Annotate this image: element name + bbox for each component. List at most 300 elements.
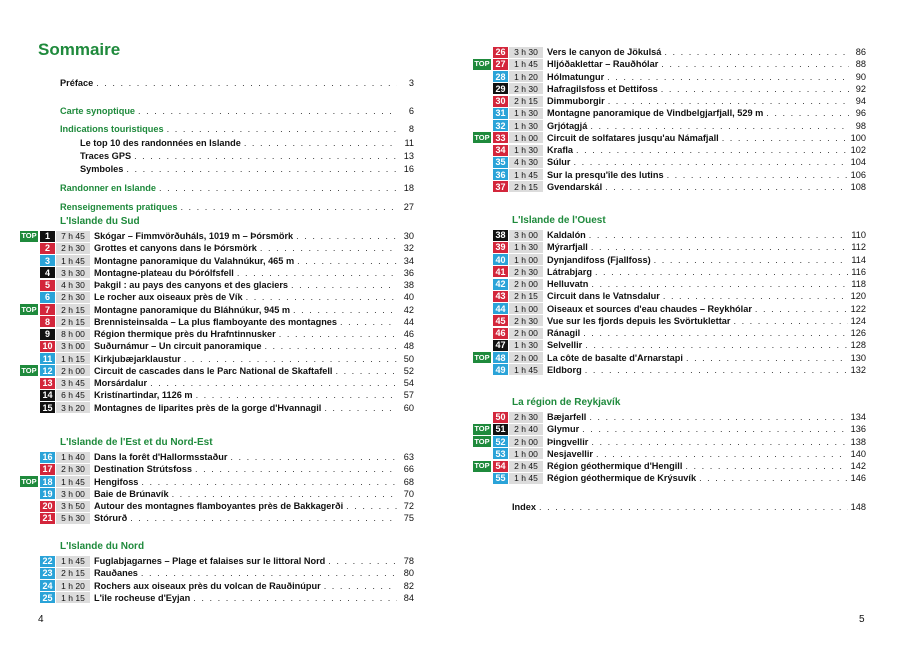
route-duration: 1 h 00 (509, 448, 543, 459)
dot-leader (244, 137, 397, 149)
toc-entry[interactable] (80, 163, 414, 175)
route-title: Krafla (547, 145, 574, 155)
route-entry[interactable] (20, 488, 414, 500)
route-entry[interactable] (20, 353, 414, 365)
route-page: 126 (850, 328, 866, 338)
dot-leader (582, 423, 847, 435)
route-title: Stórurð (94, 513, 128, 524)
route-duration: 1 h 45 (509, 364, 543, 375)
route-entry[interactable] (20, 377, 414, 389)
route-title: Hafragilsfoss et Dettifoss (547, 83, 658, 94)
route-page: 34 (403, 255, 414, 266)
route-page: 142 (850, 461, 866, 471)
route-page: 98 (855, 120, 866, 131)
route-entry[interactable] (473, 241, 866, 253)
route-duration: 1 h 15 (56, 353, 90, 364)
route-page: 68 (403, 476, 414, 487)
route-entry[interactable] (473, 352, 866, 364)
top-badge: TOP (21, 476, 37, 486)
route-number: 6 (40, 292, 55, 303)
route-title: Région géothermique d'Hengill (547, 461, 683, 471)
route-entry[interactable] (20, 592, 414, 604)
toc-label: Symboles (80, 164, 124, 174)
route-title: Sur la presqu'île des lutins (547, 169, 664, 180)
route-duration: 3 h 45 (56, 378, 90, 389)
dot-leader (150, 377, 397, 389)
dot-leader (296, 230, 397, 242)
route-entry[interactable] (473, 423, 866, 435)
dot-leader (573, 156, 847, 168)
top-badge: TOP (21, 304, 37, 314)
route-title: Grjótagjá (547, 120, 588, 131)
top-badge: TOP (474, 352, 490, 362)
route-entry[interactable] (473, 460, 866, 472)
dot-leader (664, 46, 849, 58)
route-title: Brennisteinsalda – La plus flamboyante des montagnes (94, 316, 338, 327)
route-title: Glymur (547, 424, 580, 435)
route-entry[interactable] (473, 266, 866, 278)
dot-leader (328, 555, 397, 567)
route-page: 48 (403, 341, 414, 352)
dot-leader (595, 266, 848, 278)
route-duration: 1 h 15 (56, 592, 90, 603)
route-title: Þakgil : au pays des canyons et des glaciers (94, 280, 289, 290)
dot-leader (608, 95, 849, 107)
route-duration: 6 h 45 (56, 390, 90, 401)
route-number: 55 (493, 473, 508, 484)
route-entry[interactable] (20, 451, 414, 463)
route-page: 146 (850, 473, 866, 484)
route-entry[interactable] (20, 304, 414, 316)
dot-leader (141, 476, 397, 488)
route-entry[interactable] (473, 254, 866, 266)
route-entry[interactable] (473, 229, 866, 241)
route-page: 66 (403, 464, 414, 475)
route-entry[interactable] (473, 411, 866, 423)
route-entry[interactable] (473, 339, 866, 351)
toc-page: 13 (403, 151, 414, 161)
route-number: 8 (40, 316, 55, 327)
route-title: Ránagil (547, 328, 581, 338)
route-title: Vue sur les fjords depuis les Svörtuklettar (547, 315, 731, 326)
dot-leader (585, 364, 848, 376)
route-title: Grottes et canyons dans le Þórsmörk (94, 243, 257, 254)
route-duration: 1 h 45 (56, 255, 90, 266)
route-entry[interactable] (20, 402, 414, 414)
route-title: Rochers aux oiseaux près du volcan de Rauðinúpur (94, 580, 321, 591)
route-page: 42 (403, 304, 414, 315)
route-title: Dimmuborgir (547, 96, 605, 106)
route-title: Circuit de solfatares jusqu'au Námafjall (547, 132, 719, 143)
dot-leader (279, 328, 397, 340)
route-number: 47 (493, 340, 508, 351)
dot-leader (733, 315, 847, 327)
dot-leader (134, 150, 397, 162)
dot-leader (324, 402, 397, 414)
dot-leader (590, 120, 849, 132)
toc-entry[interactable] (60, 201, 414, 213)
route-title: Région géothermique de Krýsuvík (547, 473, 697, 484)
dot-leader (291, 279, 397, 291)
route-entry[interactable] (473, 327, 866, 339)
route-entry[interactable] (473, 315, 866, 327)
route-entry[interactable] (473, 107, 866, 119)
route-title: Vers le canyon de Jökulsá (547, 47, 662, 57)
dot-leader (346, 500, 397, 512)
route-number: 1 (40, 231, 55, 242)
index-label: Index (512, 502, 536, 512)
route-duration: 2 h 00 (509, 279, 543, 290)
route-entry[interactable] (473, 132, 866, 144)
route-page: 75 (403, 513, 414, 524)
route-number: 46 (493, 328, 508, 339)
route-title: Baie de Brúnavík (94, 488, 169, 499)
route-duration: 2 h 15 (56, 304, 90, 315)
route-entry[interactable] (473, 290, 866, 302)
dot-leader (335, 365, 397, 377)
route-page: 52 (403, 365, 414, 376)
dot-leader (661, 58, 849, 70)
route-number: 2 (40, 243, 55, 254)
route-title: Gvendarskál (547, 181, 603, 192)
region-heading: L'Islande du Sud (60, 216, 140, 227)
page-number-right: 5 (859, 614, 865, 625)
route-title: Dynjandifoss (Fjallfoss) (547, 254, 651, 265)
index-entry[interactable] (512, 501, 866, 513)
route-page: 54 (403, 378, 414, 388)
route-number: 4 (40, 267, 55, 278)
route-number: 9 (40, 329, 55, 340)
route-duration: 2 h 15 (509, 181, 543, 192)
route-duration: 1 h 30 (509, 120, 543, 131)
route-duration: 4 h 30 (509, 157, 543, 168)
route-title: Montagne panoramique de Vindbelgjarfjall, 529 m (547, 108, 764, 119)
dot-leader (167, 123, 397, 135)
route-duration: 1 h 30 (509, 242, 543, 253)
dot-leader (667, 169, 848, 181)
route-number: 35 (493, 157, 508, 168)
route-number: 15 (40, 402, 55, 413)
route-entry[interactable] (20, 389, 414, 401)
route-page: 50 (403, 353, 414, 364)
route-duration: 3 h 30 (56, 267, 90, 278)
route-number: 25 (40, 592, 55, 603)
route-entry[interactable] (473, 144, 866, 156)
route-title: Le rocher aux oiseaux près de Vík (94, 292, 243, 303)
route-page: 102 (850, 145, 866, 155)
route-entry[interactable] (20, 555, 414, 567)
top-badge: TOP (474, 436, 490, 446)
toc-page: 18 (403, 183, 414, 193)
title: Sommaire (38, 40, 121, 59)
route-duration: 1 h 00 (509, 303, 543, 314)
dot-leader (699, 472, 848, 484)
toc-entry[interactable] (60, 182, 414, 194)
route-duration: 1 h 30 (509, 340, 543, 351)
route-duration: 3 h 00 (56, 488, 90, 499)
route-title: Bæjarfell (547, 412, 587, 422)
toc-entry[interactable] (60, 77, 414, 89)
toc-label: Carte synoptique (60, 106, 136, 116)
route-duration: 2 h 00 (509, 436, 543, 447)
route-duration: 3 h 00 (509, 230, 543, 241)
route-page: 100 (850, 132, 866, 143)
dot-leader (591, 278, 848, 290)
route-entry[interactable] (473, 181, 866, 193)
route-title: Þingvellir (547, 436, 589, 447)
route-duration: 1 h 00 (509, 132, 543, 143)
route-page: 104 (850, 157, 866, 168)
route-entry[interactable] (473, 120, 866, 132)
route-number: 39 (493, 242, 508, 253)
top-badge: TOP (474, 461, 490, 470)
route-title: Oiseaux et sources d'eau chaudes – Reykhólar (547, 303, 752, 314)
route-entry[interactable] (20, 500, 414, 512)
route-number: 38 (493, 230, 508, 241)
dot-leader (130, 512, 397, 524)
dot-leader (180, 201, 397, 213)
dot-leader (766, 107, 849, 119)
top-badge: TOP (21, 365, 37, 375)
route-duration: 2 h 00 (56, 365, 90, 376)
route-page: 130 (850, 352, 866, 363)
dot-leader (246, 291, 397, 303)
toc-entry[interactable] (60, 123, 414, 135)
route-entry[interactable] (20, 291, 414, 303)
route-title: Suðurnámur – Un circuit panoramique (94, 341, 262, 352)
toc-label: Préface (60, 78, 94, 88)
route-title: La côte de basalte d'Arnarstapi (547, 352, 683, 363)
route-page: 70 (403, 488, 414, 499)
route-number: 20 (40, 501, 55, 512)
route-number: 7 (40, 304, 55, 315)
route-entry[interactable] (473, 436, 866, 448)
dot-leader (722, 132, 848, 144)
route-entry[interactable] (473, 278, 866, 290)
route-title: Kirkjubæjarklaustur (94, 353, 181, 364)
route-entry[interactable] (473, 156, 866, 168)
dot-leader (195, 463, 397, 475)
dot-leader (293, 304, 397, 316)
route-page: 86 (855, 47, 866, 57)
route-number: 51 (493, 424, 508, 435)
dot-leader (193, 592, 397, 604)
route-number: 5 (40, 280, 55, 291)
route-number: 41 (493, 266, 508, 277)
route-page: 57 (403, 390, 414, 401)
region-heading: La région de Reykjavík (512, 397, 621, 408)
route-entry[interactable] (473, 71, 866, 83)
route-title: Súlur (547, 157, 571, 168)
route-number: 29 (493, 83, 508, 94)
route-entry[interactable] (473, 472, 866, 484)
toc-page: 16 (403, 164, 414, 174)
route-duration: 1 h 45 (509, 59, 543, 70)
route-page: 78 (403, 556, 414, 566)
route-page: 36 (403, 267, 414, 278)
route-entry[interactable] (473, 448, 866, 460)
dot-leader (663, 290, 848, 302)
route-page: 106 (850, 169, 866, 180)
dot-leader (264, 340, 397, 352)
route-title: Kaldalón (547, 230, 586, 240)
route-entry[interactable] (473, 364, 866, 376)
route-duration: 2 h 00 (509, 328, 543, 339)
route-page: 32 (403, 243, 414, 254)
route-number: 21 (40, 513, 55, 524)
route-entry[interactable] (20, 512, 414, 524)
route-title: Destination Strútsfoss (94, 464, 193, 475)
dot-leader (685, 460, 847, 472)
toc-page: 27 (403, 202, 414, 212)
toc-page: 3 (408, 78, 414, 88)
dot-leader (126, 163, 397, 175)
route-title: Montagne panoramique du Valahnúkur, 465 m (94, 255, 295, 266)
route-entry[interactable] (473, 303, 866, 315)
route-entry[interactable] (20, 230, 414, 242)
route-page: 46 (403, 329, 414, 339)
route-page: 136 (850, 424, 866, 435)
route-number: 18 (40, 476, 55, 487)
route-entry[interactable] (20, 316, 414, 328)
route-duration: 3 h 20 (56, 402, 90, 413)
route-number: 28 (493, 71, 508, 82)
route-page: 94 (855, 96, 866, 106)
route-title: Eldborg (547, 364, 582, 375)
toc-label: Traces GPS (80, 151, 132, 161)
route-duration: 2 h 45 (509, 461, 543, 472)
route-duration: 2 h 30 (56, 292, 90, 303)
route-entry[interactable] (473, 83, 866, 95)
dot-leader (196, 389, 397, 401)
route-duration: 1 h 45 (56, 556, 90, 567)
route-duration: 1 h 40 (56, 452, 90, 463)
route-page: 40 (403, 292, 414, 303)
route-number: 50 (493, 412, 508, 423)
route-duration: 2 h 30 (509, 83, 543, 94)
region-heading: L'Islande de l'Ouest (512, 215, 606, 226)
route-number: 31 (493, 108, 508, 119)
route-title: Hljóðaklettar – Rauðhólar (547, 59, 659, 70)
page-number-left: 4 (38, 614, 44, 625)
route-duration: 2 h 15 (56, 316, 90, 327)
route-number: 49 (493, 364, 508, 375)
toc-entry[interactable] (80, 137, 414, 149)
route-title: Selvellir (547, 340, 583, 351)
route-page: 72 (403, 501, 414, 511)
route-duration: 2 h 30 (509, 315, 543, 326)
toc-page: 8 (408, 124, 414, 134)
route-title: Région thermique près du Hrafntinnusker (94, 329, 276, 339)
route-duration: 1 h 20 (56, 580, 90, 591)
route-number: 11 (40, 353, 55, 364)
route-entry[interactable] (473, 169, 866, 181)
route-page: 63 (403, 452, 414, 462)
dot-leader (141, 567, 397, 579)
route-page: 90 (855, 71, 866, 82)
route-duration: 2 h 30 (56, 243, 90, 254)
dot-leader (324, 580, 397, 592)
route-entry[interactable] (20, 267, 414, 279)
dot-leader (576, 144, 848, 156)
route-duration: 3 h 00 (56, 341, 90, 352)
route-duration: 8 h 00 (56, 329, 90, 340)
route-page: 80 (403, 568, 414, 579)
route-number: 43 (493, 291, 508, 302)
route-entry[interactable] (20, 279, 414, 291)
route-page: 112 (851, 242, 866, 253)
dot-leader (184, 353, 397, 365)
route-number: 13 (40, 378, 55, 389)
route-page: 118 (851, 279, 866, 289)
dot-leader (138, 105, 397, 117)
route-number: 10 (40, 341, 55, 352)
route-entry[interactable] (20, 242, 414, 254)
route-number: 53 (493, 448, 508, 459)
route-number: 3 (40, 255, 55, 266)
route-number: 37 (493, 181, 508, 192)
dot-leader (230, 451, 397, 463)
dot-leader (591, 436, 847, 448)
route-duration: 1 h 30 (509, 145, 543, 156)
route-duration: 2 h 30 (509, 412, 543, 423)
route-duration: 1 h 45 (509, 169, 543, 180)
route-entry[interactable] (20, 340, 414, 352)
route-entry[interactable] (20, 567, 414, 579)
route-page: 92 (855, 83, 866, 94)
route-entry[interactable] (473, 95, 866, 107)
route-number: 32 (493, 120, 508, 131)
route-title: Montagne-plateau du Þórólfsfell (94, 267, 234, 278)
dot-leader (237, 267, 397, 279)
toc-entry[interactable] (80, 150, 414, 162)
route-entry[interactable] (20, 328, 414, 340)
route-title: Kristínartindar, 1126 m (94, 390, 193, 401)
route-title: Nesjavellir (547, 448, 593, 459)
route-number: 34 (493, 145, 508, 156)
dot-leader (260, 242, 397, 254)
route-entry[interactable] (20, 463, 414, 475)
route-duration: 4 h 30 (56, 280, 90, 291)
route-number: 17 (40, 464, 55, 475)
route-number: 23 (40, 568, 55, 579)
toc-page: 6 (408, 106, 414, 116)
top-badge: TOP (474, 59, 490, 69)
route-entry[interactable] (473, 46, 866, 58)
route-title: Montagne panoramique du Bláhnúkur, 945 m (94, 304, 291, 315)
toc-label: Randonner en Islande (60, 183, 156, 193)
route-page: 116 (851, 266, 866, 277)
route-entry[interactable] (473, 58, 866, 70)
route-duration: 2 h 40 (509, 424, 543, 435)
route-entry[interactable] (20, 255, 414, 267)
route-page: 110 (851, 230, 866, 240)
toc-label: Le top 10 des randonnées en Islande (80, 138, 241, 148)
route-number: 45 (493, 315, 508, 326)
toc-entry[interactable] (60, 105, 414, 117)
route-page: 132 (850, 364, 866, 375)
route-page: 82 (403, 580, 414, 591)
route-title: Mýrarfjall (547, 242, 588, 253)
route-duration: 2 h 00 (509, 352, 543, 363)
route-entry[interactable] (20, 365, 414, 377)
route-number: 22 (40, 556, 55, 567)
dot-leader (539, 501, 848, 513)
route-entry[interactable] (20, 476, 414, 488)
route-page: 120 (850, 291, 866, 302)
route-number: 33 (493, 132, 508, 143)
route-entry[interactable] (20, 580, 414, 592)
